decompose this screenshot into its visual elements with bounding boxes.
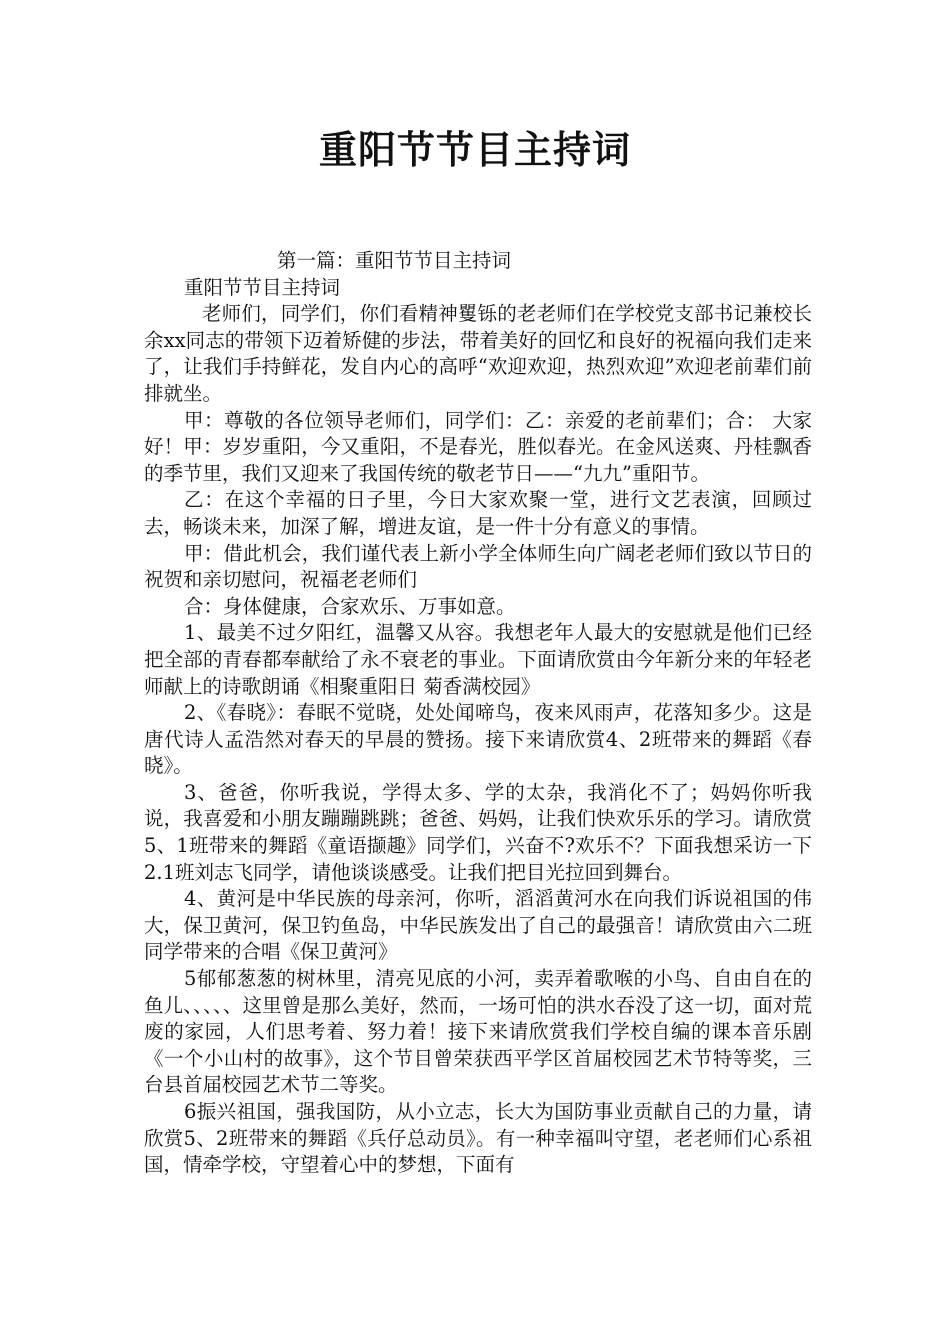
paragraph: 甲：尊敬的各位领导老师们，同学们：乙：亲爱的老前辈们；合： 大家好！甲：岁岁重阳，今又重阳，不是春光，胜似春光。在金风送爽、丹桂飘香的季节里，我们又迎来了我国传统的敬老节日——“九九”重阳节。: [144, 408, 812, 485]
paragraph: 4、黄河是中华民族的母亲河，你听，滔滔黄河水在向我们诉说祖国的伟大，保卫黄河，保卫钓鱼岛，中华民族发出了自己的最强音！请欣赏由六二班同学带来的合唱《保卫黄河》: [144, 887, 812, 964]
paragraph: 3、爸爸，你听我说，学得太多、学的太杂，我消化不了；妈妈你听我说，我喜爱和小朋友蹦蹦跳跳；爸爸、妈妈，让我们快欢乐乐的学习。请欣赏5、1班带来的舞蹈《童语撷趣》同学们，兴奋不?欢乐不？下面我想采访一下2.1班刘志飞同学，请他谈谈感受。让我们把目光拉回到舞台。: [144, 780, 812, 884]
paragraph: 6振兴祖国，强我国防，从小立志，长大为国防事业贡献自己的力量，请欣赏5、2班带来的舞蹈《兵仔总动员》。有一种幸福叫守望，老老师们心系祖国，情牵学校，守望着心中的梦想，下面有: [144, 1100, 812, 1177]
section-heading: 第一篇：重阳节节目主持词: [277, 249, 512, 272]
paragraph: 老师们，同学们，你们看精神矍铄的老老师们在学校党支部书记兼校长余xx同志的带领下迈着矫健的步法，带着美好的回忆和良好的祝福向我们走来了，让我们手持鲜花，发自内心的高呼“欢迎欢迎，热烈欢迎”欢迎老前辈们前排就坐。: [144, 302, 812, 405]
paragraph: 合：身体健康，合家欢乐、万事如意。: [184, 594, 516, 618]
sub-heading: 重阳节节目主持词: [184, 275, 341, 299]
document-title: 重阳节节目主持词: [318, 128, 631, 172]
paragraph: 甲：借此机会，我们谨代表上新小学全体师生向广阔老老师们致以节日的祝贺和亲切慰问，祝福老老师们: [144, 541, 812, 592]
paragraph: 乙：在这个幸福的日子里，今日大家欢聚一堂，进行文艺表演，回顾过去，畅谈未来，加深了解，增进友谊，是一件十分有意义的事情。: [144, 488, 812, 538]
paragraph: 2、《春晓》：春眠不觉晓，处处闻啼鸟，夜来风雨声，花落知多少。这是唐代诗人孟浩然对春天的早晨的赞扬。接下来请欣赏4、2班带来的舞蹈《春晓》。: [144, 701, 812, 778]
paragraph: 1、最美不过夕阳红，温馨又从容。我想老年人最大的安慰就是他们已经把全部的青春都奉献给了永不衰老的事业。下面请欣赏由今年新分来的年轻老师献上的诗歌朗诵《相聚重阳日 菊香满校园》: [144, 621, 812, 698]
document-body: [144, 248, 812, 1179]
paragraph: 5郁郁葱葱的树林里，清亮见底的小河，卖弄着歌喉的小鸟、自由自在的鱼儿、、、、、这里曾是那么美好，然而，一场可怕的洪水吞没了这一切，面对荒废的家园，人们思考着、努力着！接下来请欣赏我们学校自编的课本音乐剧《一个小山村的故事》，这个节目曾荣获西平学区首届校园艺术节特等奖，三台县首届校园艺术节二等奖。: [144, 967, 812, 1097]
